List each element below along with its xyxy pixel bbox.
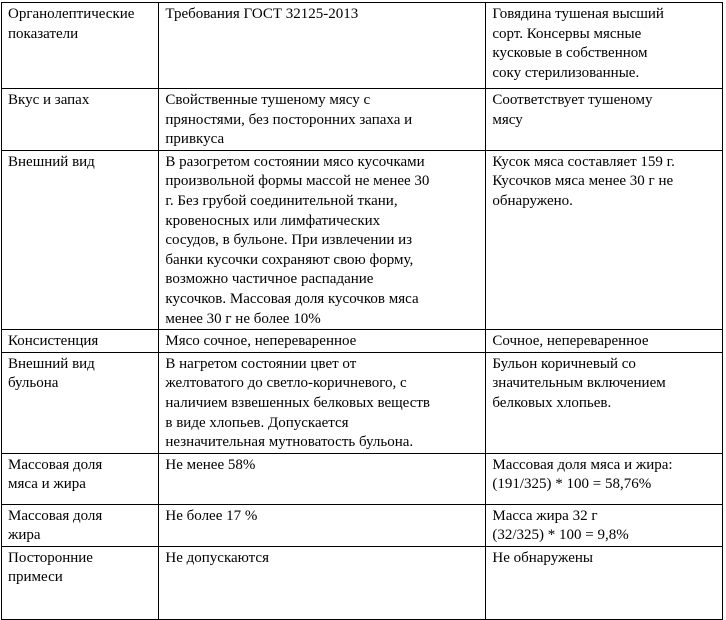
requirement-cell: Мясо сочное, непереваренное bbox=[159, 330, 486, 353]
result-cell: Масса жира 32 г (32/325) * 100 = 9,8% bbox=[486, 504, 723, 546]
result-cell: Соответствует тушеному мясу bbox=[486, 89, 723, 151]
table-row bbox=[2, 352, 723, 453]
table-row bbox=[2, 150, 723, 329]
requirement-cell: Не более 17 % bbox=[159, 504, 486, 546]
indicator-cell: Внешний вид bbox=[2, 150, 159, 329]
header-cell-requirement: Требования ГОСТ 32125-2013 bbox=[159, 3, 486, 89]
indicator-cell: Посторонние примеси bbox=[2, 546, 159, 619]
result-cell: Массовая доля мяса и жира: (191/325) * 100 = 58,76% bbox=[486, 453, 723, 504]
header-cell-result: Говядина тушеная высший сорт. Консервы мясные кусковые в собственном соку стерилизованные. bbox=[486, 3, 723, 89]
result-cell: Не обнаружены bbox=[486, 546, 723, 619]
requirement-cell: Не допускаются bbox=[159, 546, 486, 619]
indicator-cell: Массовая доля жира bbox=[2, 504, 159, 546]
requirement-cell: Свойственные тушеному мясу с пряностями, без посторонних запаха и привкуса bbox=[159, 89, 486, 151]
indicator-cell: Консистенция bbox=[2, 330, 159, 353]
indicator-cell: Массовая доля мяса и жира bbox=[2, 453, 159, 504]
table-header-row bbox=[2, 3, 723, 89]
result-cell: Бульон коричневый со значительным включением белковых хлопьев. bbox=[486, 352, 723, 453]
indicator-cell: Вкус и запах bbox=[2, 89, 159, 151]
requirement-cell: В нагретом состоянии цвет от желтоватого до светло-коричневого, с наличием взвешенных белковых веществ в виде хлопьев. Допускается незначительная мутноватость бульона. bbox=[159, 352, 486, 453]
header-cell-indicator: Органолептические показатели bbox=[2, 3, 159, 89]
result-cell: Сочное, непереваренное bbox=[486, 330, 723, 353]
table-row bbox=[2, 330, 723, 353]
requirement-cell: В разогретом состоянии мясо кусочками произвольной формы массой не менее 30 г. Без грубой соединительной ткани, кровеносных или лимфатических сосудов, в бульоне. При извлечении из банки кусочки сохраняют свою форму, возможно частичное распадание кусочков. Массовая доля кусочков мяса менее 30 г не более 10% bbox=[159, 150, 486, 329]
table-row bbox=[2, 453, 723, 504]
table-row bbox=[2, 504, 723, 546]
result-cell: Кусок мяса составляет 159 г. Кусочков мяса менее 30 г не обнаружено. bbox=[486, 150, 723, 329]
table-row bbox=[2, 546, 723, 619]
requirement-cell: Не менее 58% bbox=[159, 453, 486, 504]
organoleptic-table bbox=[1, 2, 723, 620]
indicator-cell: Внешний вид бульона bbox=[2, 352, 159, 453]
table-row bbox=[2, 89, 723, 151]
